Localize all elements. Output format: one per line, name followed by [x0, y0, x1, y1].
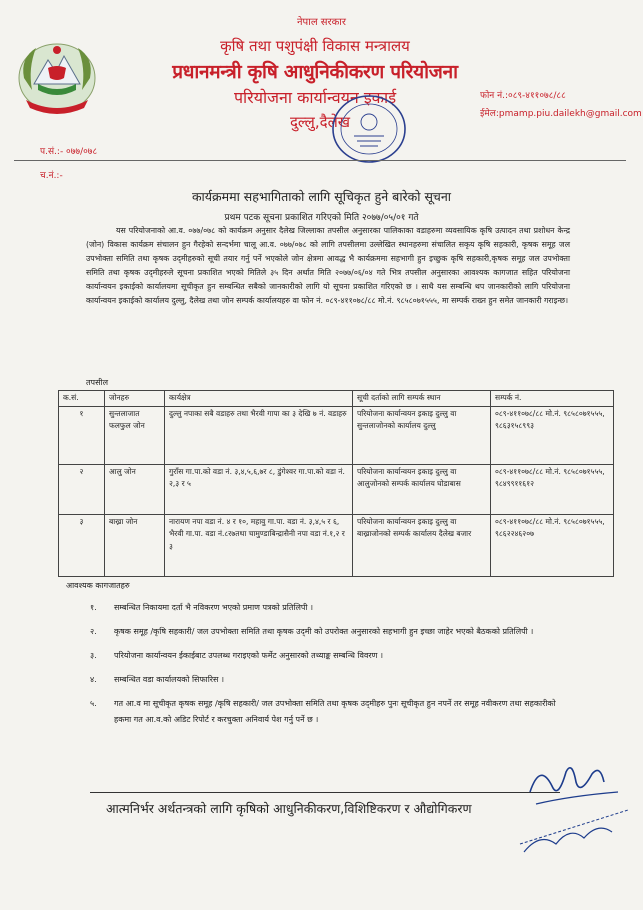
- dispatch-number: च.नं.:-: [40, 171, 63, 181]
- list-item: [90, 672, 570, 688]
- office-name: परियोजना कार्यान्वयन इकाई: [233, 88, 397, 107]
- cell-area: दुल्लु नपाका सबै वडाहरु तथा भैरवी गापा का ३ देखि ७ नं. वडाहरु: [165, 406, 353, 464]
- requirements-list: [90, 600, 570, 736]
- list-item-text: कृषक समूह /कृषि सहकारी/ जल उपभोक्ता समिति तथा कृषक उद्‌मी को उपरोक्त अनुसारको सहभागी हुन इच्छा जाहेर भएको बैठकको प्रतिलिपी ।: [114, 627, 534, 636]
- office-location: दुल्लु,दैलेख: [289, 113, 351, 131]
- cell-contact-place: परियोजना कार्यान्वयन इकाइ दुल्लु वा सुन्तलाजोनको कार्यालय दुल्लु: [353, 406, 491, 464]
- cell-zone: आलु जोन: [105, 464, 165, 514]
- list-item-text: परियोजना कार्यान्वयन ईकाईबाट उपलब्ध गराइएको फर्मेट अनुसारको तथ्याङ्क सम्बन्धि विवरण ।: [114, 651, 384, 660]
- list-item-text: गत आ.व मा सूचीकृत कृषक समूह /कृषि सहकारी/ जल उपभोक्ता समिति तथा कृषक उद्‌मीहरु पुनः सूचीकृत हुन नपर्ने तर समूह नवीकरण तथा सहकारीको हकमा गत आ.व.को अडिट रिपोर्ट र करचुक्ता अनिवार्य पेश गर्नु पर्ने छ ।: [114, 699, 556, 724]
- footer-divider: [90, 792, 560, 793]
- cell-contact-no: ०८९-४११०७८/८८ मो.नं. ९८५८०७१५५५, ९८६२२४६२०७: [491, 514, 614, 576]
- nepal-emblem-icon: [14, 38, 100, 118]
- cell-area: नारायण नपा वडा नं. ४ र १०, महावु गा.पा. वडा नं. ३,४,५ र ६, भैरवी गा.पा. वडा नं.८र७तथा चामुण्डाबिन्द्रासैनी नपा वडा नं.१,२ र ३: [165, 514, 353, 576]
- notice-title: कार्यक्रममा सहभागिताको लागि सूचिकृत हुने बारेको सूचना: [191, 189, 452, 204]
- footer-slogan: आत्मनिर्भर अर्थतन्त्रको लागि कृषिको आधुनिकीकरण,विशिष्टिकरण र औद्योगिकरण: [106, 801, 472, 816]
- reference-number: प.सं.:- ०७७/०७८: [40, 147, 98, 157]
- cell-zone: बाख्रा जोन: [105, 514, 165, 576]
- cell-sn: ३: [59, 514, 105, 576]
- requirements-title: आवश्यक कागजातहरु: [66, 581, 130, 590]
- phone-number: फोन नं.:०८९-४११०७८/८८: [480, 91, 566, 101]
- cell-contact-place: परियोजना कार्यान्वयन इकाइ दुल्लु वा बाख्राजोनको सम्पर्क कार्यालय दैलेख बजार: [353, 514, 491, 576]
- notice-body: यस परियोजनाको आ.व. ०७७/०७८ को कार्यक्रम अनुसार दैलेख जिल्लाका तपसील अनुसारका पालिकाका वडाहरुमा व्यवसायिक कृषि उत्पादन तथा प्रशोधन केन्द्र (जोन) विकास कार्यक्रम संचालन हुन गैरहेको सन्दर्भमा चालू आ.व. ०७७/०७८ को लागि तपसीलमा उल्लेखित स्थानहरुमा संचालित सकृय कृषि सहकारी, कृषक समूह जल उपभोक्ता समिति तथा कृषक उद्‌मीहरुको सूची तयार गर्नु पर्ने भएकोले जोन क्षेत्रमा आवद्ध भै कार्यक्रममा सहभागी हुन इच्छुक कृषि सहकारी,कृषक समूह जल उपभोक्ता समिति तथा कृषक उद्‌मीहरुले सूचना प्रकाशित भएको मितिले ३५ दिन अर्थात मिति २०७७/०६/०४ गते भित्र तपसील अनुसारका आवश्यक कागजात सहित परियोजना कार्यान्वयन इकाईको कार्यालयमा सूचीकृत हुन सम्बन्धित सबैको जानकारीको लागि यो सूचना प्रकाशित गरिएको छ । साथै यस सम्बन्धि थप जानकारीको लागि परियोजना कार्यान्वयन इकाईको कार्यालय दुल्लु, दैलेख तथा जोन सम्पर्क कार्यालयहरु वा फोन नं. ०८९-४११०७८/८८ मो.नं. ९८५८०७१५५५, मा सम्पर्क राख्न हुन समेत जानकारी गराइन्छ।: [86, 226, 570, 305]
- signature-icon: [500, 752, 640, 862]
- header-divider: [14, 160, 626, 161]
- list-item-number: ५.: [90, 699, 97, 708]
- list-item-number: ४.: [90, 675, 97, 684]
- table-row: [59, 514, 614, 576]
- list-item-number: २.: [90, 627, 97, 636]
- table-row: [59, 406, 614, 464]
- list-item-text: सम्बन्धित निकायमा दर्ता भै नविकरण भएको प्रमाण पत्रको प्रतिलिपी ।: [114, 603, 314, 612]
- list-item: [90, 696, 570, 728]
- col-header-area: कार्यक्षेत्र: [165, 391, 353, 407]
- cell-sn: २: [59, 464, 105, 514]
- government-name: नेपाल सरकार: [297, 17, 346, 28]
- cell-contact-no: ०८९-४११०७८/८८ मो.नं. ९८५८०७१५५५, ९८४९९११६१२: [491, 464, 614, 514]
- list-item: [90, 648, 570, 664]
- col-header-contact-place: सूची दर्ताको लागि सम्पर्क स्थान: [353, 391, 491, 407]
- table-header-row: [59, 391, 614, 407]
- cell-area: गुराँस गा.पा.को वडा नं. ३,४,५,६,७र ८, डुंगेश्वर गा.पा.को वडा नं. २,३ र ५: [165, 464, 353, 514]
- col-header-sn: क.सं.: [59, 391, 105, 407]
- notice-subtitle: प्रथम पटक सूचना प्रकाशित गरिएको मिति २०७७/०५/०१ गते: [224, 213, 419, 223]
- email-address[interactable]: ईमेल:pmamp.piu.dailekh@gmail.com: [480, 109, 642, 119]
- list-item-number: ३.: [90, 651, 97, 660]
- project-name: प्रधानमन्त्री कृषि आधुनिकीकरण परियोजना: [172, 61, 458, 83]
- cell-sn: १: [59, 406, 105, 464]
- office-seal-icon: [330, 92, 408, 166]
- col-header-contact-no: सम्पर्क नं.: [491, 391, 614, 407]
- table-row: [59, 464, 614, 514]
- list-item: [90, 624, 570, 640]
- ministry-name: कृषि तथा पशुपंक्षी विकास मन्त्रालय: [220, 37, 410, 55]
- list-item-text: सम्बन्धित वडा कार्यालयको सिफारिस ।: [114, 675, 225, 684]
- table-caption: तपसील: [86, 378, 109, 387]
- list-item-number: १.: [90, 603, 97, 612]
- cell-contact-place: परियोजना कार्यान्वयन इकाइ दुल्लु वा आलुजोनको सम्पर्क कार्यालय घोडाबास: [353, 464, 491, 514]
- col-header-zone: जोनहरु: [105, 391, 165, 407]
- cell-contact-no: ०८९-४११०७८/८८ मो.नं. ९८५८०७१५५५, ९८६३१५८९९३: [491, 406, 614, 464]
- cell-zone: सुन्तलाजात फलफुल जोन: [105, 406, 165, 464]
- details-table: [58, 390, 614, 577]
- list-item: [90, 600, 570, 616]
